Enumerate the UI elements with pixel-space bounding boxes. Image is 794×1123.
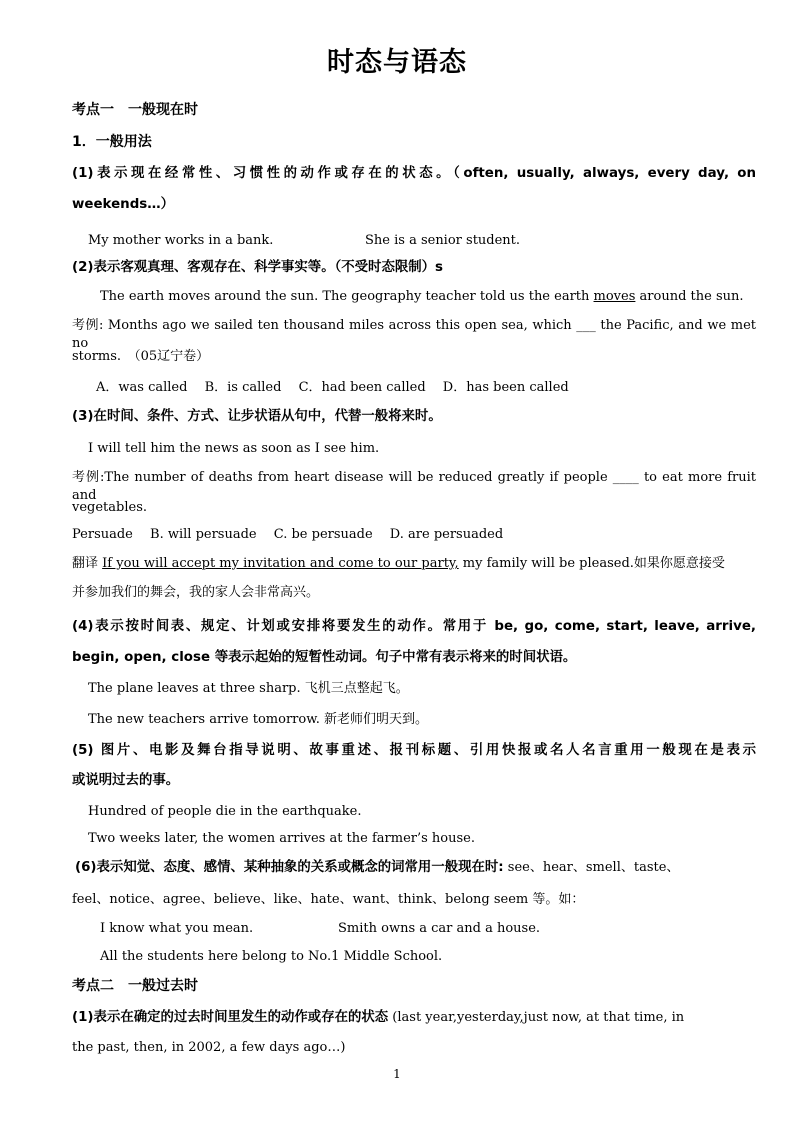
example-1b: She is a senior student. [365, 233, 521, 248]
rule-1-line-2: weekends…） [72, 197, 175, 212]
past-rule-1-line-1 [72, 1009, 756, 1027]
example-6a: I know what you mean. [100, 921, 254, 936]
translation-text: my family will be pleased.如果你愿意接受 [458, 556, 725, 571]
page-number: 1 [393, 1067, 401, 1081]
time-expressions: (last year,yesterday,just now, at that time, in [388, 1010, 685, 1025]
example-6b: Smith owns a car and a house. [338, 921, 541, 936]
subsection-heading: 1．一般用法 [72, 134, 152, 150]
verb-list: see、hear、smell、taste、 [503, 860, 680, 875]
example-sentence [100, 288, 784, 306]
section-heading-1: 考点一 一般现在时 [72, 102, 198, 118]
rule-6-line-2: feel、notice、agree、believe、like、hate、want、think、belong seem 等。如： [72, 892, 585, 907]
section-heading-2: 考点二 一般过去时 [72, 978, 198, 994]
example-sentence: The plane leaves at three sharp. 飞机三点整起飞。 [88, 681, 409, 696]
example-text: around the sun. [635, 289, 744, 304]
rule-4-line-1: (4)表示按时间表、规定、计划或安排将要发生的动作。常用于 be, go, come, start, leave, arrive, [72, 619, 756, 634]
example-sentence: I will tell him the news as soon as I see him. [88, 441, 380, 456]
example-sentence: All the students here belong to No.1 Middle School. [100, 949, 443, 964]
rule-3-heading: (3)在时间、条件、方式、让步状语从句中，代替一般将来时。 [72, 409, 442, 424]
answer-options: A．was called B．is called C．had been called D．has been called [96, 380, 569, 395]
past-rule-1-heading: (1)表示在确定的过去时间里发生的动作或存在的状态 [72, 1010, 389, 1025]
exam-question-line-2: vegetables. [72, 500, 148, 515]
rule-1-line-1: (1)表示现在经常性、习惯性的动作或存在的状态。（often, usually, always, every day, on [72, 166, 756, 181]
page-title: 时态与语态 [327, 47, 467, 78]
translation-line-1 [72, 555, 756, 573]
rule-2-heading: (2)表示客观真理、客观存在、科学事实等。（不受时态限制）s [72, 260, 443, 275]
example-sentence: The new teachers arrive tomorrow. 新老师们明天到。 [88, 712, 429, 727]
underlined-clause: If you will accept my invitation and come to our party, [102, 556, 459, 571]
rule-6-line-1 [75, 859, 759, 877]
example-sentence: Two weeks later, the women arrives at the farmer’s house. [88, 831, 475, 846]
translation-label: 翻译 [72, 556, 103, 571]
example-sentence [100, 920, 784, 938]
exam-question-line-2: storms. （05辽宁卷） [72, 349, 210, 364]
rule-5-line-2: 或说明过去的事。 [72, 773, 180, 788]
exam-question-line-1: 考例: Months ago we sailed ten thousand miles across this open sea, which ___ the Pacific, and we met no [72, 318, 756, 351]
underlined-word: moves [593, 289, 636, 304]
example-sentence [88, 232, 772, 250]
past-rule-1-line-2: the past, then, in 2002, a few days ago…) [72, 1040, 346, 1055]
rule-6-heading: (6)表示知觉、态度、感情、某种抽象的关系或概念的词常用一般现在时: [75, 860, 504, 875]
exam-question-line-1: 考例:The number of deaths from heart disease will be reduced greatly if people ____ to eat more fruit and [72, 470, 756, 503]
example-sentence: Hundred of people die in the earthquake. [88, 804, 362, 819]
rule-4-line-2: begin, open, close 等表示起始的短暂性动词。句子中常有表示将来的时间状语。 [72, 650, 577, 665]
translation-line-2: 并参加我们的舞会，我的家人会非常高兴。 [72, 585, 320, 600]
answer-options: Persuade B. will persuade C. be persuade D. are persuaded [72, 527, 504, 542]
example-text: The earth moves around the sun. The geography teacher told us the earth [100, 289, 594, 304]
example-1a: My mother works in a bank. [88, 233, 274, 248]
rule-5-line-1: (5) 图片、电影及舞台指导说明、故事重述、报刊标题、引用快报或名人名言重用一般现在是表示 [72, 743, 756, 758]
